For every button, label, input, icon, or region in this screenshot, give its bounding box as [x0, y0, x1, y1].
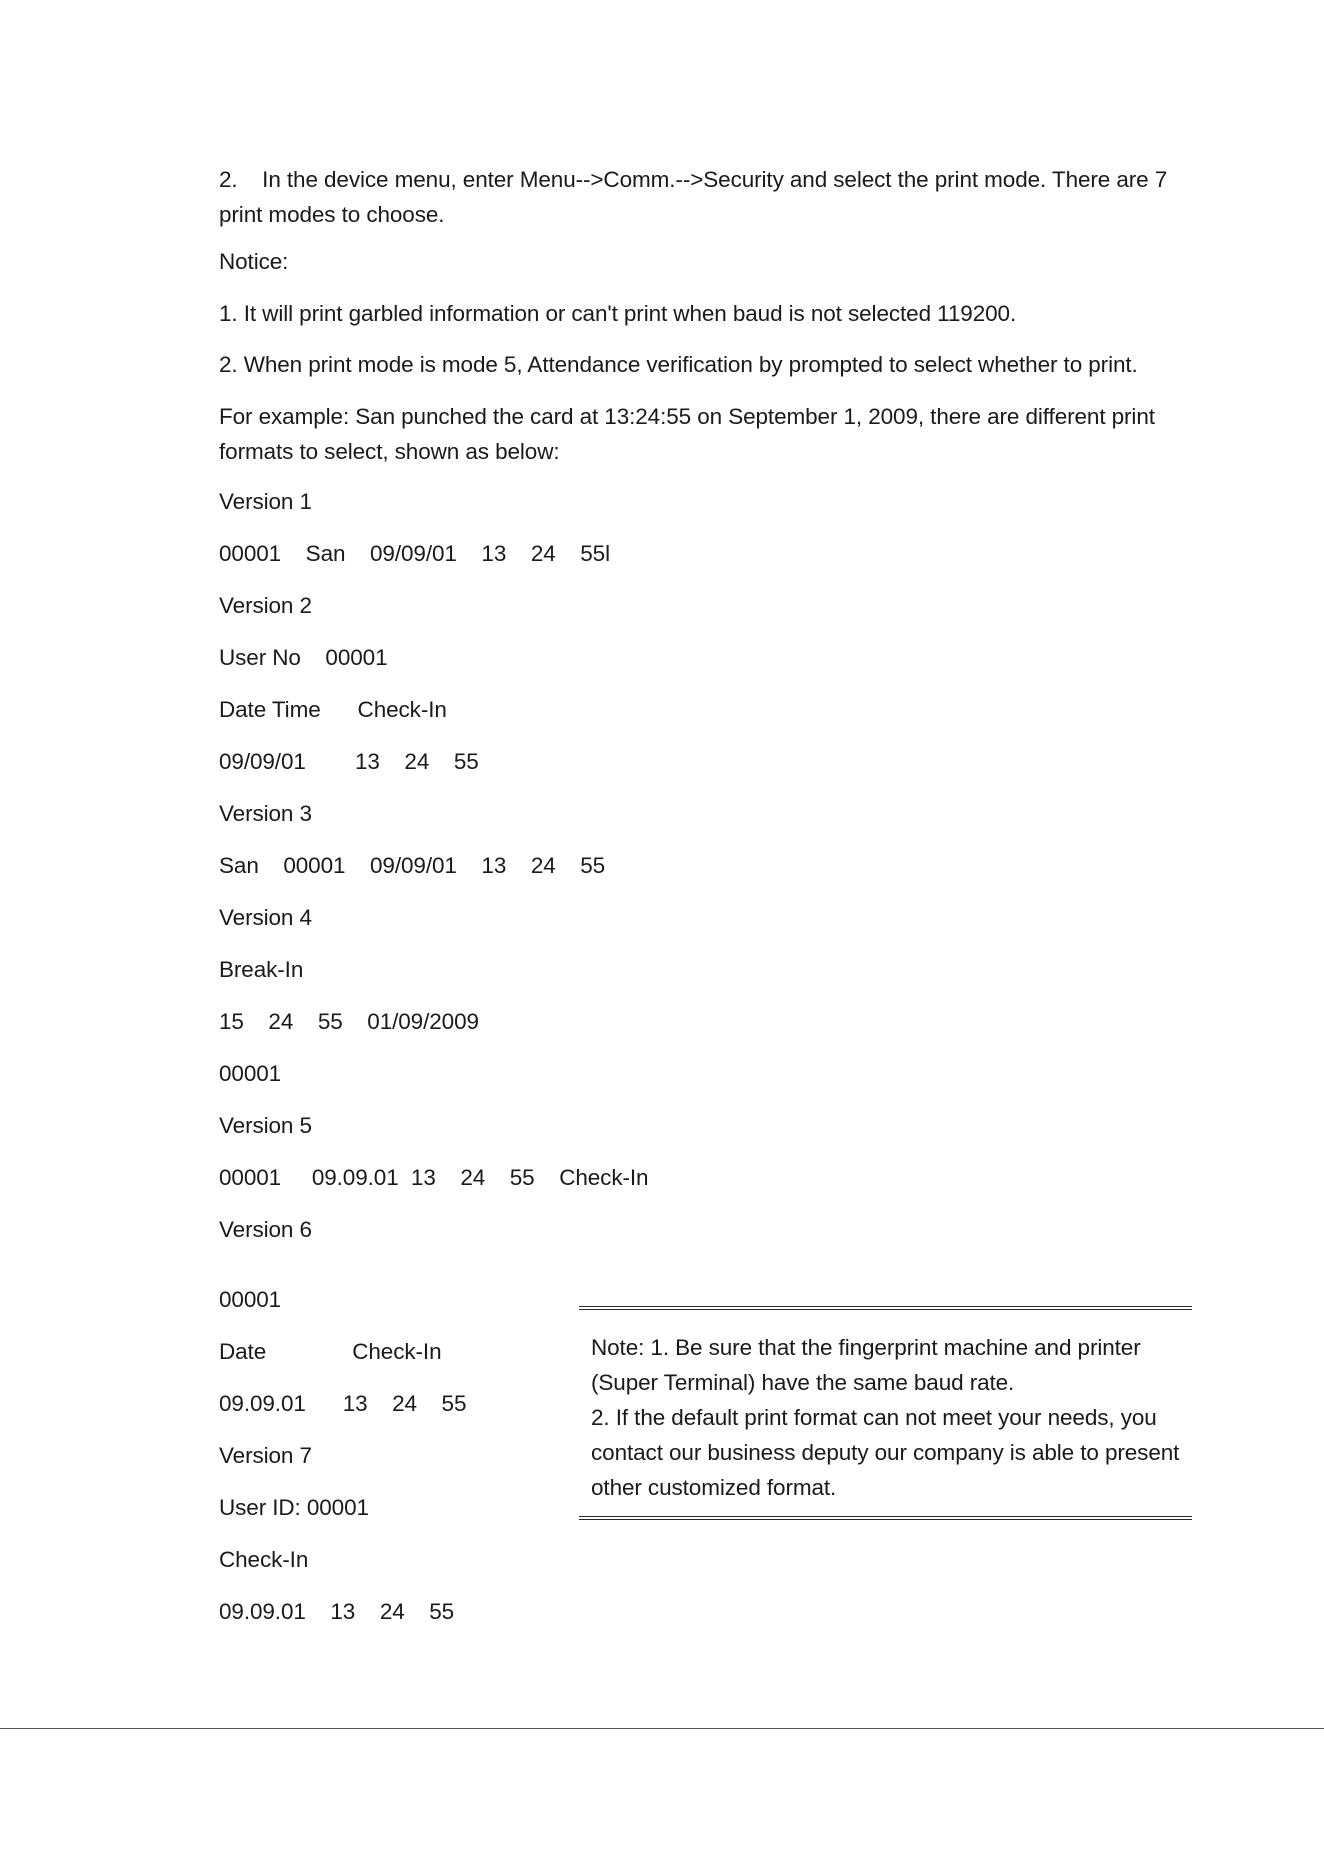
version-7-title: Version 7	[219, 1443, 312, 1468]
version-6-title: Version 6	[219, 1217, 312, 1242]
note-line-2: 2. If the default print format can not meet your needs, you contact our business deputy our company is able to present other customized format.	[591, 1405, 1180, 1500]
version-2-line-3: 09/09/01 13 24 55	[219, 749, 479, 774]
example-paragraph: For example: San punched the card at 13:24:55 on September 1, 2009, there are different print formats to select, shown as below:	[219, 404, 1155, 464]
version-1-line: 00001 San 09/09/01 13 24 55l	[219, 541, 610, 566]
version-2-line-2: Date Time Check-In	[219, 697, 447, 722]
version-7-line-2: Check-In	[219, 1547, 309, 1572]
version-3-line: San 00001 09/09/01 13 24 55	[219, 853, 606, 878]
notice-item-2: 2. When print mode is mode 5, Attendance verification by prompted to select whether to print.	[219, 352, 1138, 377]
version-6-line-2: Date Check-In	[219, 1339, 442, 1364]
version-4-line-1: Break-In	[219, 957, 304, 982]
note-box	[579, 1306, 1192, 1520]
version-5-line: 00001 09.09.01 13 24 55 Check-In	[219, 1165, 649, 1190]
version-3-title: Version 3	[219, 801, 312, 826]
note-bottom-rule	[579, 1516, 1192, 1520]
intro-step: 2. In the device menu, enter Menu-->Comm.-->Security and select the print mode. There are 7 print modes to choose.	[219, 167, 1168, 227]
note-top-rule	[579, 1306, 1192, 1310]
version-4-line-3: 00001	[219, 1061, 282, 1086]
version-2-title: Version 2	[219, 593, 312, 618]
version-7-line-1: User ID: 00001	[219, 1495, 369, 1520]
version-4-line-2: 15 24 55 01/09/2009	[219, 1009, 479, 1034]
version-4-title: Version 4	[219, 905, 312, 930]
version-5-title: Version 5	[219, 1113, 312, 1138]
version-2-line-1: User No 00001	[219, 645, 388, 670]
version-6-line-3: 09.09.01 13 24 55	[219, 1391, 467, 1416]
version-7-line-3: 09.09.01 13 24 55	[219, 1599, 455, 1624]
notice-item-1: 1. It will print garbled information or can't print when baud is not selected 119200.	[219, 301, 1017, 326]
footer-divider	[0, 1728, 1324, 1729]
note-text	[591, 1330, 1191, 1505]
notice-heading: Notice:	[219, 249, 289, 274]
version-1-title: Version 1	[219, 489, 312, 514]
version-6-line-1: 00001	[219, 1287, 282, 1312]
note-line-1: Note: 1. Be sure that the fingerprint machine and printer (Super Terminal) have the same baud rate.	[591, 1335, 1141, 1395]
